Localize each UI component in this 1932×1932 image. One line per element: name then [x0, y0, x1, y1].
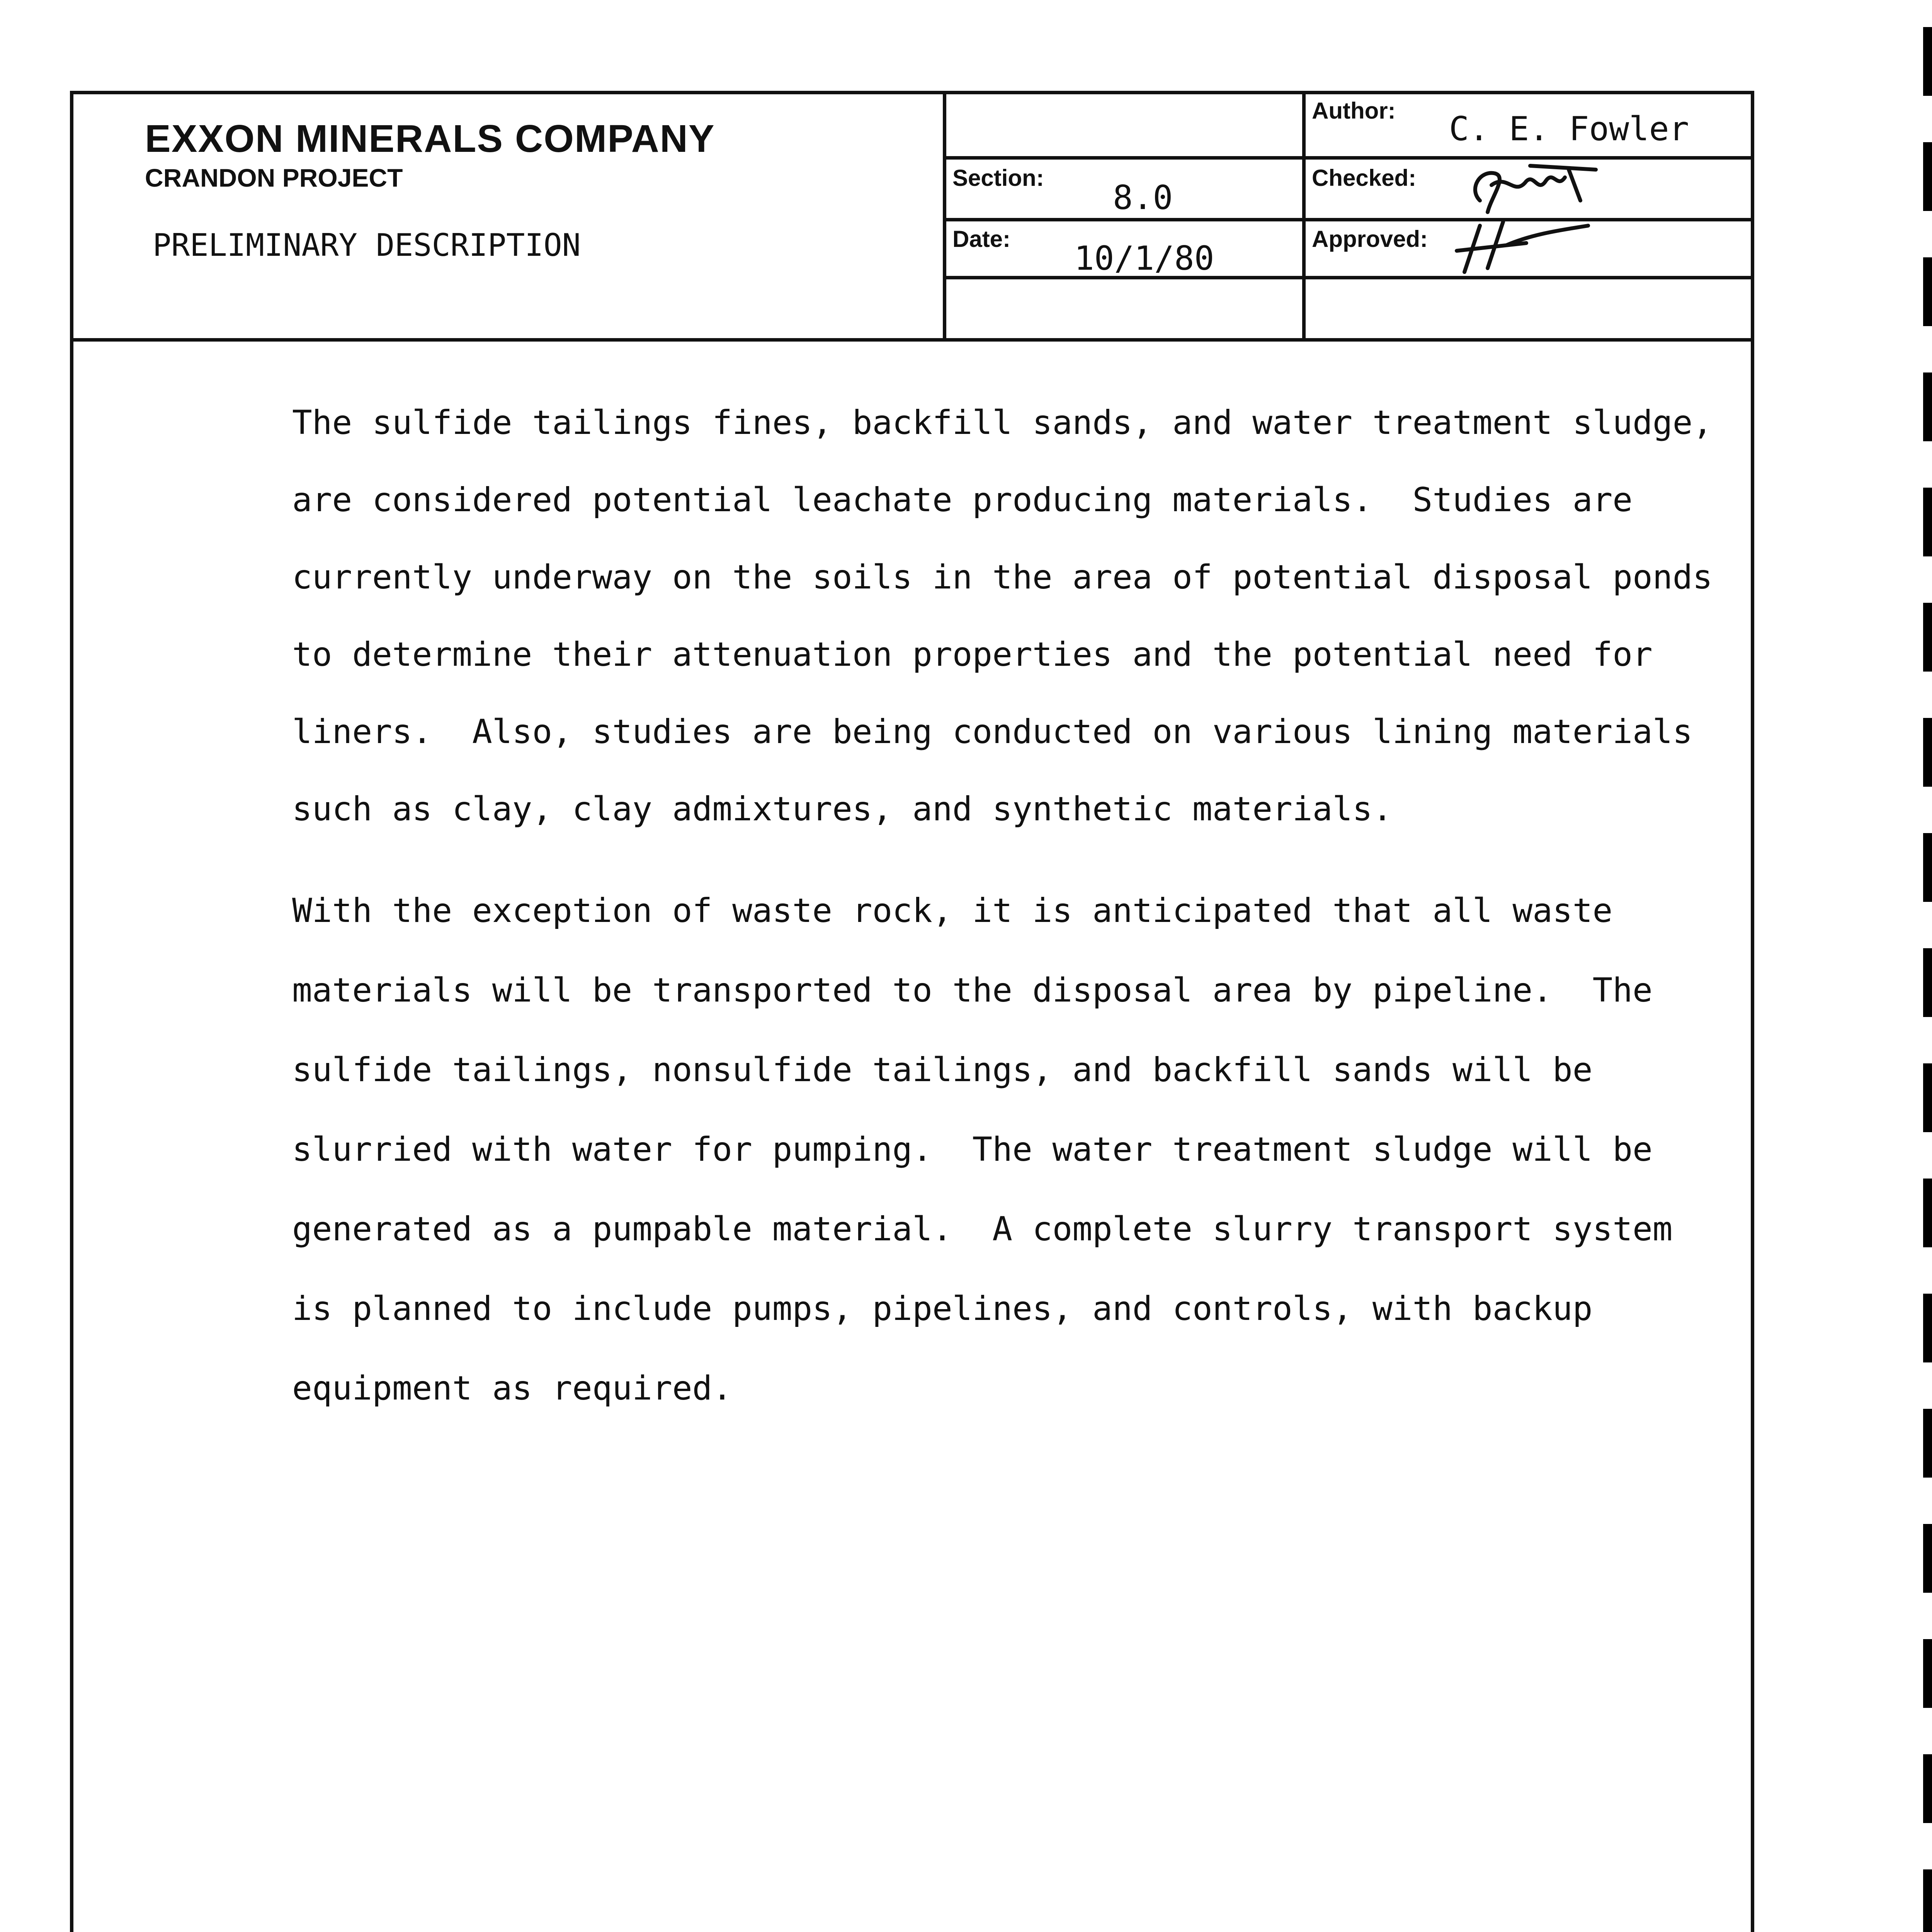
- approved-initials-signature: [1449, 214, 1596, 276]
- binding-mark: [1923, 488, 1932, 556]
- binding-mark: [1923, 257, 1932, 326]
- grid-line: [943, 156, 1751, 160]
- grid-line: [1302, 94, 1306, 338]
- approved-label: Approved:: [1312, 226, 1428, 252]
- binding-mark: [1923, 142, 1932, 211]
- binding-mark: [1923, 1294, 1932, 1362]
- grid-line: [943, 276, 1751, 279]
- author-label: Author:: [1312, 98, 1396, 124]
- text-line: such as clay, clay admixtures, and synthetic materials.: [292, 790, 1393, 828]
- text-line: sulfide tailings, nonsulfide tailings, and backfill sands will be: [292, 1051, 1593, 1089]
- binding-mark: [1923, 833, 1932, 902]
- binding-mark: [1923, 1754, 1932, 1823]
- paragraph: [292, 871, 1730, 1428]
- binding-mark: [1923, 372, 1932, 441]
- text-line: slurried with water for pumping. The water treatment sludge will be: [292, 1130, 1653, 1169]
- binding-mark: [1923, 1639, 1932, 1708]
- grid-line: [943, 218, 1751, 221]
- text-line: liners. Also, studies are being conducted on various lining materials: [292, 713, 1693, 751]
- checked-initials-signature: [1464, 158, 1611, 216]
- checked-label: Checked:: [1312, 165, 1417, 191]
- text-line: With the exception of waste rock, it is anticipated that all waste: [292, 891, 1613, 930]
- binding-mark: [1923, 1063, 1932, 1132]
- binding-mark: [1923, 1524, 1932, 1593]
- binding-mark: [1923, 1869, 1932, 1932]
- title-block: [73, 94, 1751, 342]
- text-line: generated as a pumpable material. A complete slurry transport system: [292, 1210, 1673, 1248]
- text-line: The sulfide tailings fines, backfill sands, and water treatment sludge,: [292, 403, 1713, 442]
- binding-mark: [1923, 27, 1932, 96]
- binding-mark: [1923, 603, 1932, 672]
- binding-mark: [1923, 718, 1932, 787]
- text-line: currently underway on the soils in the area of potential disposal ponds: [292, 558, 1713, 597]
- body-text: [292, 384, 1730, 1428]
- paragraph: [292, 384, 1730, 848]
- section-value: 8.0: [1113, 179, 1173, 217]
- project-name: CRANDON PROJECT: [145, 163, 403, 192]
- company-name: EXXON MINERALS COMPANY: [145, 117, 715, 160]
- page-frame: [70, 91, 1754, 1932]
- binding-mark: [1923, 1409, 1932, 1478]
- grid-line: [943, 94, 946, 338]
- text-line: materials will be transported to the disposal area by pipeline. The: [292, 971, 1653, 1010]
- binding-mark: [1923, 948, 1932, 1017]
- text-line: to determine their attenuation properties and the potential need for: [292, 635, 1653, 674]
- text-line: are considered potential leachate producing materials. Studies are: [292, 481, 1633, 519]
- text-line: equipment as required.: [292, 1369, 733, 1408]
- author-value: C. E. Fowler: [1449, 110, 1689, 148]
- binding-mark: [1923, 1179, 1932, 1247]
- text-line: is planned to include pumps, pipelines, and controls, with backup: [292, 1289, 1593, 1328]
- date-value: 10/1/80: [1074, 239, 1214, 278]
- document-type: PRELIMINARY DESCRIPTION: [153, 227, 581, 263]
- section-label: Section:: [952, 165, 1044, 191]
- date-label: Date:: [952, 226, 1011, 252]
